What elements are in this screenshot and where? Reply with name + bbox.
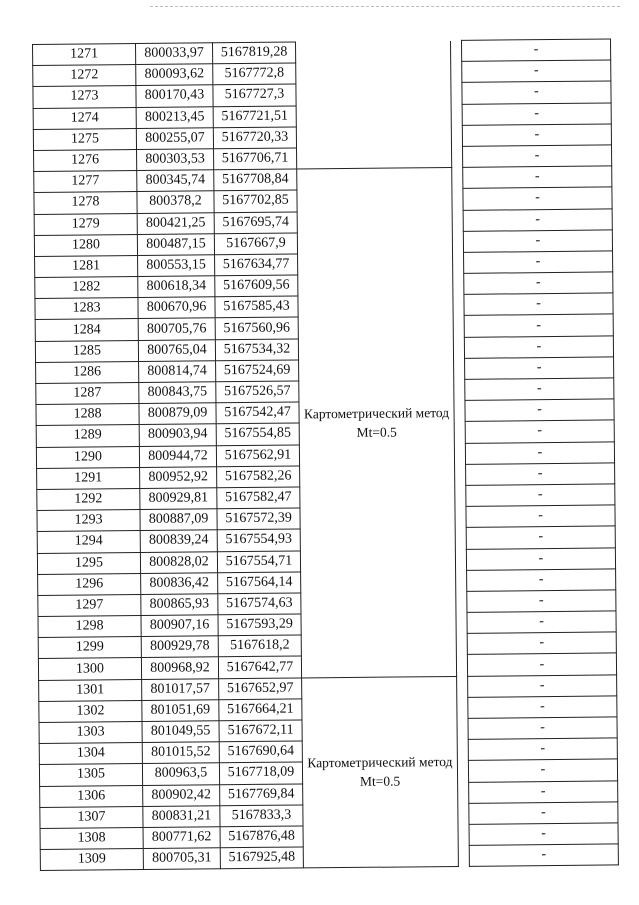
y-coordinate-cell: 5167667,9 <box>214 233 297 255</box>
y-coordinate-cell: 5167542,47 <box>216 402 299 424</box>
accuracy-cell: - <box>464 314 613 337</box>
x-coordinate-cell: 801049,55 <box>142 721 219 743</box>
method-cell <box>295 40 451 169</box>
accuracy-cell: - <box>468 759 617 782</box>
x-coordinate-cell: 800213,45 <box>136 106 213 128</box>
point-number-cell: 1280 <box>34 234 137 256</box>
x-coordinate-cell: 800944,72 <box>139 445 216 467</box>
point-number-cell: 1306 <box>40 785 143 807</box>
y-coordinate-cell: 5167876,48 <box>220 826 303 848</box>
point-number-cell: 1278 <box>34 192 137 214</box>
x-coordinate-cell: 800378,2 <box>137 191 214 213</box>
accuracy-cell: - <box>464 251 613 274</box>
coordinates-table <box>32 38 619 871</box>
x-coordinate-cell: 800929,78 <box>141 636 218 658</box>
x-coordinate-cell: 800843,75 <box>139 382 216 404</box>
x-coordinate-cell: 800033,97 <box>136 43 213 65</box>
x-coordinate-cell: 800887,09 <box>140 509 217 531</box>
accuracy-cell: - <box>464 293 613 316</box>
point-number-cell: 1300 <box>38 658 141 680</box>
x-coordinate-cell: 800907,16 <box>141 615 218 637</box>
accuracy-cell: - <box>465 441 614 464</box>
point-number-cell: 1281 <box>35 255 138 277</box>
point-number-cell: 1282 <box>35 277 138 299</box>
x-coordinate-cell: 801017,57 <box>142 678 219 700</box>
accuracy-cell: - <box>463 208 612 231</box>
point-number-cell: 1303 <box>39 721 142 743</box>
point-number-cell: 1272 <box>33 65 136 87</box>
point-number-cell: 1274 <box>33 107 136 129</box>
y-coordinate-cell: 5167652,97 <box>219 678 302 700</box>
y-coordinate-cell: 5167582,26 <box>217 466 300 488</box>
y-coordinate-cell: 5167564,14 <box>218 572 301 594</box>
point-number-cell: 1304 <box>39 743 142 765</box>
accuracy-cell: - <box>466 505 615 528</box>
x-coordinate-cell: 800771,62 <box>143 827 220 849</box>
x-coordinate-cell: 800255,07 <box>136 128 213 150</box>
x-coordinate-cell: 800170,43 <box>136 85 213 107</box>
accuracy-cell: - <box>463 145 612 168</box>
y-coordinate-cell: 5167609,56 <box>215 275 298 297</box>
point-number-cell: 1295 <box>37 552 140 574</box>
accuracy-cell: - <box>465 420 614 443</box>
point-number-cell: 1302 <box>39 700 142 722</box>
y-coordinate-cell: 5167618,2 <box>218 635 301 657</box>
point-number-cell: 1307 <box>40 806 143 828</box>
accuracy-cell: - <box>462 103 611 126</box>
y-coordinate-cell: 5167574,63 <box>218 593 301 615</box>
y-coordinate-cell: 5167524,69 <box>216 360 299 382</box>
accuracy-cell: - <box>465 378 614 401</box>
method-cell: Картометрический метод Mt=0.5 <box>302 676 459 868</box>
x-coordinate-cell: 800879,09 <box>139 403 216 425</box>
accuracy-cell: - <box>463 166 612 189</box>
y-coordinate-cell: 5167721,51 <box>213 106 296 128</box>
y-coordinate-cell: 5167582,47 <box>217 487 300 509</box>
accuracy-cell: - <box>469 844 618 867</box>
accuracy-cell: - <box>467 611 616 634</box>
y-coordinate-cell: 5167718,09 <box>219 762 302 784</box>
y-coordinate-cell: 5167585,43 <box>215 296 298 318</box>
method-cell: Картометрический метод Mt=0.5 <box>297 168 457 678</box>
point-number-cell: 1290 <box>36 446 139 468</box>
point-number-cell: 1298 <box>38 616 141 638</box>
y-coordinate-cell: 5167706,71 <box>214 148 297 170</box>
accuracy-cell: - <box>465 357 614 380</box>
accuracy-cell: - <box>464 272 613 295</box>
y-coordinate-cell: 5167593,29 <box>218 614 301 636</box>
accuracy-cell: - <box>466 526 615 549</box>
y-coordinate-cell: 5167560,96 <box>215 317 298 339</box>
x-coordinate-cell: 800093,62 <box>136 64 213 86</box>
point-number-cell: 1279 <box>34 213 137 235</box>
point-number-cell: 1276 <box>34 149 137 171</box>
y-coordinate-cell: 5167672,11 <box>219 720 302 742</box>
point-number-cell: 1291 <box>37 467 140 489</box>
x-coordinate-cell: 800303,53 <box>137 149 214 171</box>
x-coordinate-cell: 800952,92 <box>140 466 217 488</box>
y-coordinate-cell: 5167554,85 <box>216 423 299 445</box>
accuracy-cell: - <box>468 675 617 698</box>
x-coordinate-cell: 800421,25 <box>137 212 214 234</box>
point-number-cell: 1275 <box>33 128 136 150</box>
y-coordinate-cell: 5167642,77 <box>218 656 301 678</box>
y-coordinate-cell: 5167562,91 <box>216 445 299 467</box>
accuracy-cell: - <box>463 230 612 253</box>
x-coordinate-cell: 800618,34 <box>138 276 215 298</box>
point-number-cell: 1284 <box>35 319 138 341</box>
y-coordinate-cell: 5167664,21 <box>219 699 302 721</box>
y-coordinate-cell: 5167690,64 <box>219 741 302 763</box>
point-number-cell: 1287 <box>36 382 139 404</box>
accuracy-cell: - <box>461 39 610 62</box>
x-coordinate-cell: 800765,04 <box>138 339 215 361</box>
accuracy-cell: - <box>468 696 617 719</box>
accuracy-cell: - <box>463 187 612 210</box>
y-coordinate-cell: 5167554,93 <box>217 529 300 551</box>
y-coordinate-cell: 5167925,48 <box>220 847 303 869</box>
accuracy-cell: - <box>464 336 613 359</box>
accuracy-cell: - <box>468 738 617 761</box>
point-number-cell: 1277 <box>34 171 137 193</box>
x-coordinate-cell: 800670,96 <box>138 297 215 319</box>
point-number-cell: 1294 <box>37 531 140 553</box>
point-number-cell: 1289 <box>36 425 139 447</box>
point-number-cell: 1301 <box>39 679 142 701</box>
point-number-cell: 1299 <box>38 637 141 659</box>
accuracy-cell: - <box>467 569 616 592</box>
x-coordinate-cell: 800865,93 <box>141 594 218 616</box>
x-coordinate-cell: 800929,81 <box>140 488 217 510</box>
accuracy-cell: - <box>467 653 616 676</box>
y-coordinate-cell: 5167572,39 <box>217 508 300 530</box>
accuracy-cell: - <box>469 802 618 825</box>
point-number-cell: 1296 <box>38 573 141 595</box>
x-coordinate-cell: 800968,92 <box>141 657 218 679</box>
y-coordinate-cell: 5167833,3 <box>220 805 303 827</box>
y-coordinate-cell: 5167695,74 <box>214 211 297 233</box>
x-coordinate-cell: 800831,21 <box>143 805 220 827</box>
y-coordinate-cell: 5167702,85 <box>214 190 297 212</box>
point-number-cell: 1293 <box>37 510 140 532</box>
accuracy-cell: - <box>466 463 615 486</box>
point-number-cell: 1309 <box>40 849 143 871</box>
x-coordinate-cell: 800836,42 <box>141 572 218 594</box>
x-coordinate-cell: 800814,74 <box>139 361 216 383</box>
x-coordinate-cell: 800963,5 <box>142 763 219 785</box>
x-coordinate-cell: 801051,69 <box>142 700 219 722</box>
accuracy-cell: - <box>469 823 618 846</box>
x-coordinate-cell: 800553,15 <box>138 255 215 277</box>
y-coordinate-cell: 5167554,71 <box>217 550 300 572</box>
accuracy-cell: - <box>467 590 616 613</box>
point-number-cell: 1308 <box>40 827 143 849</box>
point-number-cell: 1283 <box>35 298 138 320</box>
x-coordinate-cell: 800345,74 <box>137 170 214 192</box>
point-number-cell: 1288 <box>36 404 139 426</box>
accuracy-cell: - <box>466 484 615 507</box>
accuracy-cell: - <box>462 60 611 83</box>
x-coordinate-cell: 800902,42 <box>143 784 220 806</box>
accuracy-cell: - <box>469 780 618 803</box>
y-coordinate-cell: 5167819,28 <box>212 42 295 64</box>
scan-top-line <box>150 6 620 7</box>
x-coordinate-cell: 800705,31 <box>143 848 220 870</box>
y-coordinate-cell: 5167634,77 <box>215 254 298 276</box>
y-coordinate-cell: 5167772,8 <box>213 63 296 85</box>
x-coordinate-cell: 800705,76 <box>138 318 215 340</box>
y-coordinate-cell: 5167526,57 <box>216 381 299 403</box>
accuracy-cell: - <box>465 399 614 422</box>
y-coordinate-cell: 5167720,33 <box>213 127 296 149</box>
point-number-cell: 1271 <box>33 44 136 66</box>
coordinates-table-body <box>33 39 619 871</box>
point-number-cell: 1297 <box>38 594 141 616</box>
point-number-cell: 1292 <box>37 488 140 510</box>
y-coordinate-cell: 5167727,3 <box>213 84 296 106</box>
x-coordinate-cell: 800839,24 <box>140 530 217 552</box>
accuracy-cell: - <box>462 124 611 147</box>
accuracy-cell: - <box>468 717 617 740</box>
x-coordinate-cell: 800487,15 <box>137 233 214 255</box>
accuracy-cell: - <box>467 632 616 655</box>
point-number-cell: 1286 <box>36 361 139 383</box>
accuracy-cell: - <box>466 547 615 570</box>
x-coordinate-cell: 801015,52 <box>142 742 219 764</box>
point-number-cell: 1273 <box>33 86 136 108</box>
y-coordinate-cell: 5167534,32 <box>215 339 298 361</box>
x-coordinate-cell: 800903,94 <box>139 424 216 446</box>
x-coordinate-cell: 800828,02 <box>140 551 217 573</box>
y-coordinate-cell: 5167769,84 <box>220 783 303 805</box>
coordinates-table-wrapper <box>32 38 616 867</box>
accuracy-cell: - <box>462 81 611 104</box>
point-number-cell: 1305 <box>39 764 142 786</box>
point-number-cell: 1285 <box>35 340 138 362</box>
y-coordinate-cell: 5167708,84 <box>214 169 297 191</box>
